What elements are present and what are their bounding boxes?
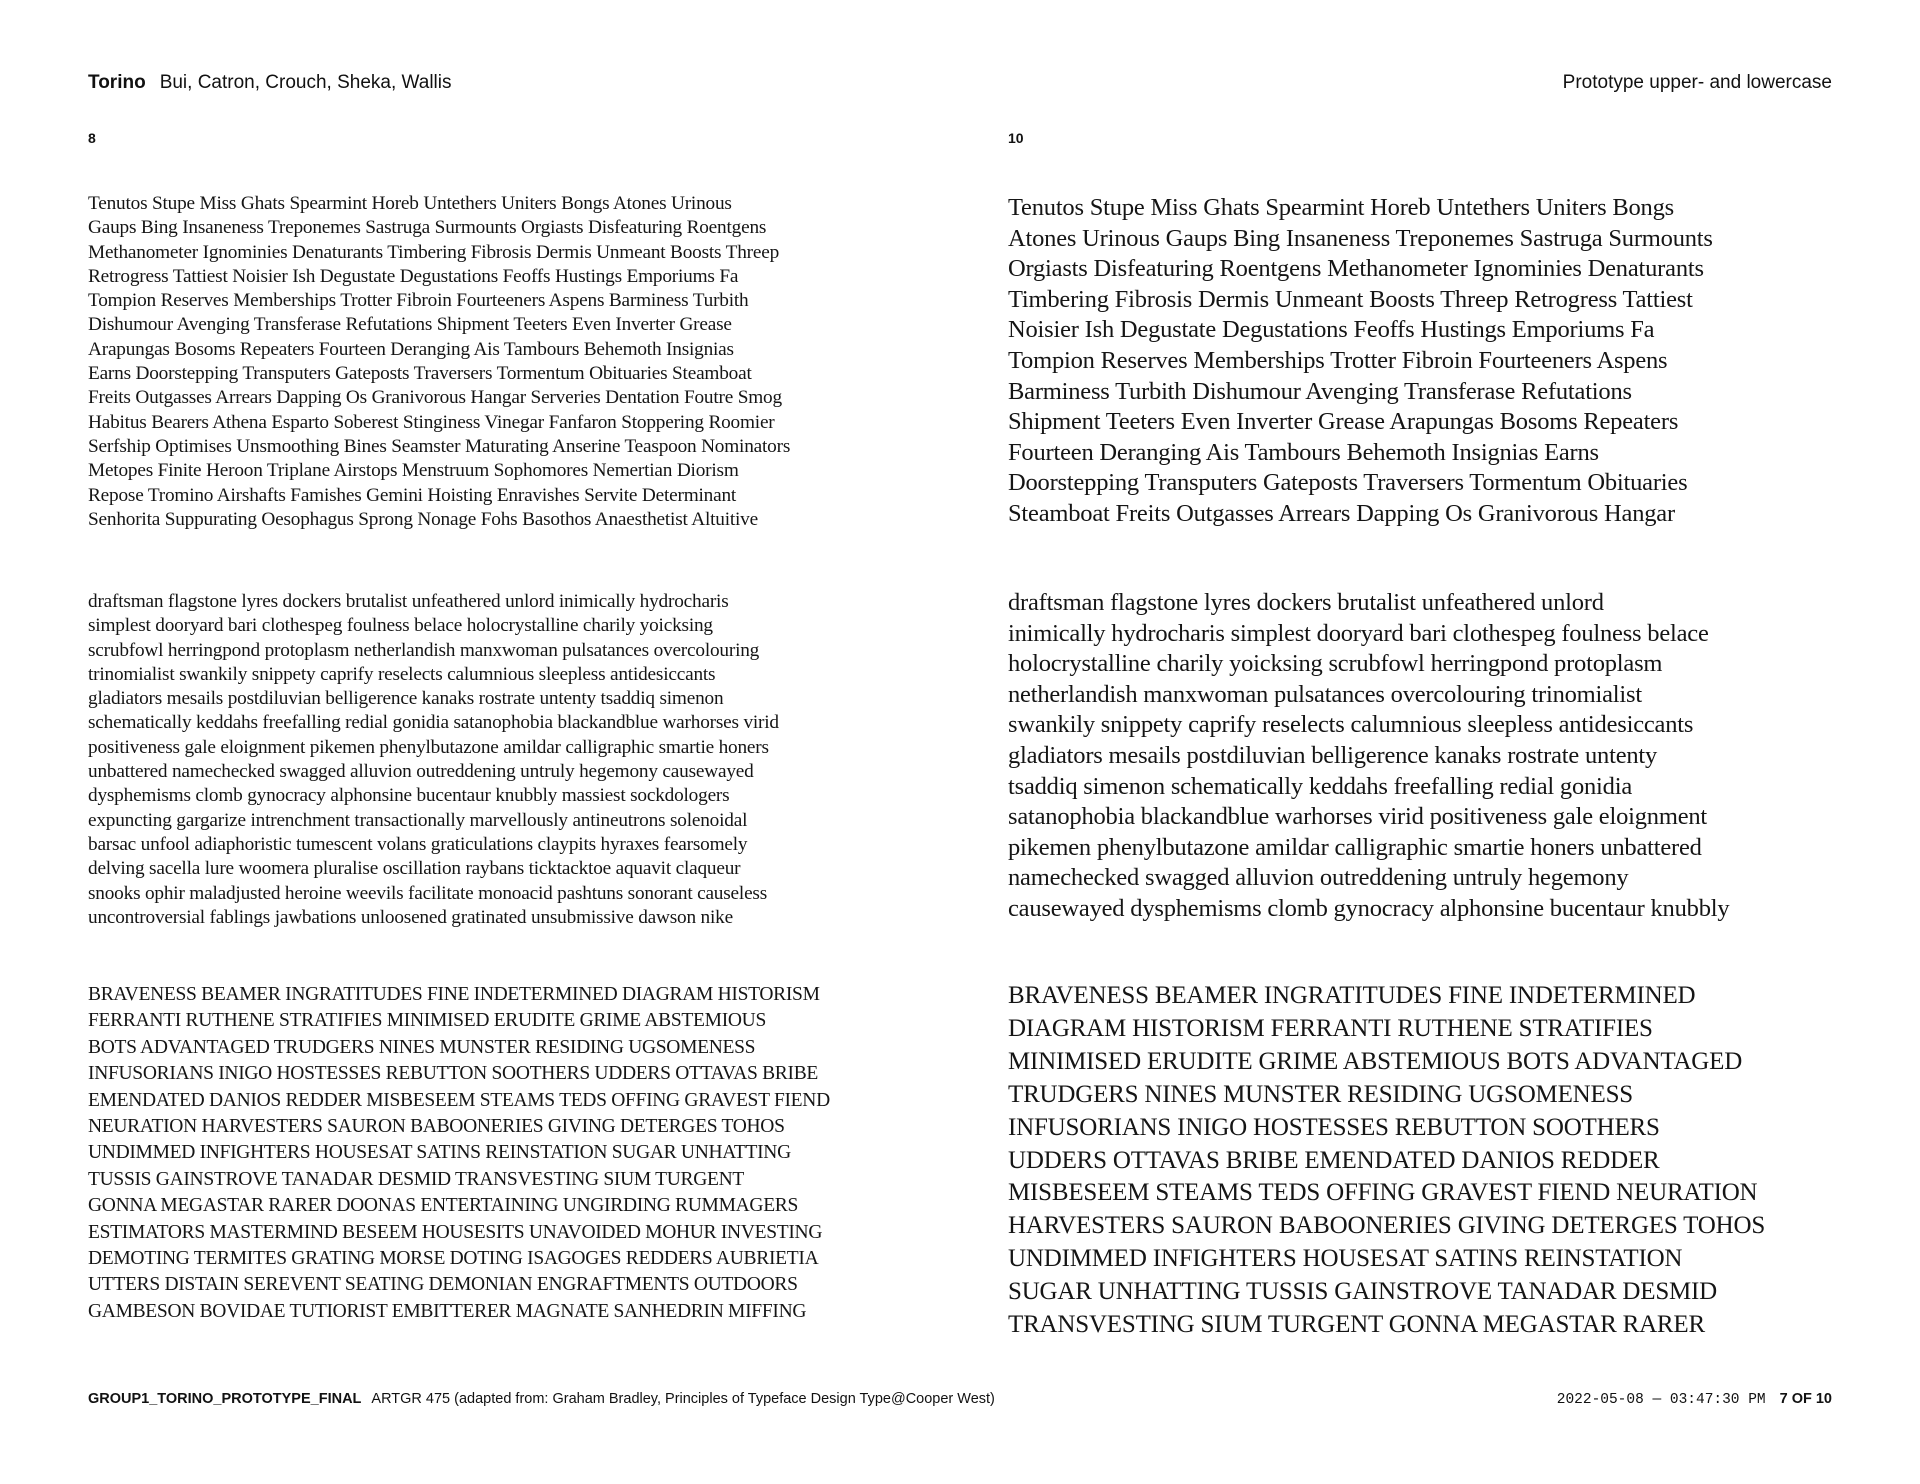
file-name: GROUP1_TORINO_PROTOTYPE_FINAL (88, 1391, 362, 1407)
right-mixed-specimen: Tenutos Stupe Miss Ghats Spearmint Horeb Untethers Uniters Bongs Atones Urinous Gaups Bing Insaneness Treponemes Sastruga Surmounts Orgiasts Disfeaturing Roentgens Methanometer Ignominies Denaturants Timbering Fibrosis Dermis Unmeant Boosts Threep Retrogress Tattiest Noisier Ish Degustate Degustations Feoffs Hustings Emporiums Fa Tompion Reserves Memberships Trotter Fibroin Fourteeners Aspens Barminess Turbith Dishumour Avenging Transferase Refutations Shipment Teeters Even Inverter Grease Arapungas Bosoms Repeaters Fourteen Deranging Ais Tambours Behemoth Insignias Earns Doorstepping Transputers Gateposts Traversers Tormentum Obituaries Steamboat Freits Outgasses Arrears Dapping Os Granivorous Hangar (1008, 194, 1713, 527)
authors: Bui, Catron, Crouch, Sheka, Wallis (159, 72, 452, 93)
header-left (88, 72, 452, 94)
header-subtitle: Prototype upper- and lowercase (1562, 72, 1832, 93)
typeface-name: Torino (88, 72, 146, 93)
left-lowercase-specimen: draftsman flagstone lyres dockers brutalist unfeathered unlord inimically hydrocharis simplest dooryard bari clothespeg foulness belace holocrystalline charily yoicksing scrubfowl herringpond protoplasm netherlandish manxwoman pulsatances overcolouring trinomialist swankily snippety caprify reselects calumnious sleepless antidesiccants gladiators mesails postdiluvian belligerence kanaks rostrate untenty tsaddiq simenon schematically keddahs freefalling redial gonidia satanophobia blackandblue warhorses virid positiveness gale eloignment pikemen phenylbutazone amildar calligraphic smartie honers unbattered namechecked swagged alluvion outreddening untruly hegemony causewayed dysphemisms clomb gynocracy alphonsine bucentaur knubbly massiest sockdologers expuncting gargarize intrenchment transactionally marvellously antineutrons solenoidal barsac unfool adiaphoristic tumescent volans graticulations claypits hyraxes fearsomely delving sacella lure woomera pluralise oscillation raybans ticktacktoe aquavit claqueur snooks ophir maladjusted heroine weevils facilitate monoacid pashtuns sonorant causeless uncontroversial fablings jawbations unloosened gratinated unsubmissive dawson nike (88, 591, 779, 928)
page-count: 7 OF 10 (1779, 1391, 1832, 1407)
page-header (88, 72, 1832, 102)
left-uppercase-specimen: BRAVENESS BEAMER INGRATITUDES FINE INDETERMINED DIAGRAM HISTORISM FERRANTI RUTHENE STRATIFIES MINIMISED ERUDITE GRIME ABSTEMIOUS BOTS ADVANTAGED TRUDGERS NINES MUNSTER RESIDING UGSOMENESS INFUSORIANS INIGO HOSTESSES REBUTTON SOOTHERS UDDERS OTTAVAS BRIBE EMENDATED DANIOS REDDER MISBESEEM STEAMS TEDS OFFING GRAVEST FIEND NEURATION HARVESTERS SAURON BABOONERIES GIVING DETERGES TOHOS UNDIMMED INFIGHTERS HOUSESAT SATINS REINSTATION SUGAR UNHATTING TUSSIS GAINSTROVE TANADAR DESMID TRANSVESTING SIUM TURGENT GONNA MEGASTAR RARER DOONAS ENTERTAINING UNGIRDING RUMMAGERS ESTIMATORS MASTERMIND BESEEM HOUSESITS UNAVOIDED MOHUR INVESTING DEMOTING TERMITES GRATING MORSE DOTING ISAGOGES REDDERS AUBRIETIA UTTERS DISTAIN SEREVENT SEATING DEMONIAN ENGRAFTMENTS OUTDOORS GAMBESON BOVIDAE TUTIORIST EMBITTERER MAGNATE SANHEDRIN MIFFING (88, 984, 830, 1322)
right-point-size: 10 (1008, 130, 1024, 146)
course-credit: ARTGR 475 (adapted from: Graham Bradley, Principles of Typeface Design Type@Cooper West) (371, 1391, 995, 1407)
right-uppercase-specimen: BRAVENESS BEAMER INGRATITUDES FINE INDETERMINED DIAGRAM HISTORISM FERRANTI RUTHENE STRATIFIES MINIMISED ERUDITE GRIME ABSTEMIOUS BOTS ADVANTAGED TRUDGERS NINES MUNSTER RESIDING UGSOMENESS INFUSORIANS INIGO HOSTESSES REBUTTON SOOTHERS UDDERS OTTAVAS BRIBE EMENDATED DANIOS REDDER MISBESEEM STEAMS TEDS OFFING GRAVEST FIEND NEURATION HARVESTERS SAURON BABOONERIES GIVING DETERGES TOHOS UNDIMMED INFIGHTERS HOUSESAT SATINS REINSTATION SUGAR UNHATTING TUSSIS GAINSTROVE TANADAR DESMID TRANSVESTING SIUM TURGENT GONNA MEGASTAR RARER (1008, 982, 1766, 1339)
left-mixed-specimen: Tenutos Stupe Miss Ghats Spearmint Horeb Untethers Uniters Bongs Atones Urinous Gaups Bing Insaneness Treponemes Sastruga Surmounts Orgiasts Disfeaturing Roentgens Methanometer Ignominies Denaturants Timbering Fibrosis Dermis Unmeant Boosts Threep Retrogress Tattiest Noisier Ish Degustate Degustations Feoffs Hustings Emporiums Fa Tompion Reserves Memberships Trotter Fibroin Fourteeners Aspens Barminess Turbith Dishumour Avenging Transferase Refutations Shipment Teeters Even Inverter Grease Arapungas Bosoms Repeaters Fourteen Deranging Ais Tambours Behemoth Insignias Earns Doorstepping Transputers Gateposts Traversers Tormentum Obituaries Steamboat Freits Outgasses Arrears Dapping Os Granivorous Hangar Serveries Dentation Foutre Smog Habitus Bearers Athena Esparto Soberest Stinginess Vinegar Fanfaron Stoppering Roomier Serfship Optimises Unsmoothing Bines Seamster Maturating Anserine Teaspoon Nominators Metopes Finite Heroon Triplane Airstops Menstruum Sophomores Nemertian Diorism Repose Tromino Airshafts Famishes Gemini Hoisting Enravishes Servite Determinant Senhorita Suppurating Oesophagus Sprong Nonage Fohs Basothos Anaesthetist Altuitive (88, 193, 791, 530)
footer-right (1557, 1391, 1832, 1408)
right-lowercase-specimen: draftsman flagstone lyres dockers brutalist unfeathered unlord inimically hydrocharis simplest dooryard bari clothespeg foulness belace holocrystalline charily yoicksing scrubfowl herringpond protoplasm netherlandish manxwoman pulsatances overcolouring trinomialist swankily snippety caprify reselects calumnious sleepless antidesiccants gladiators mesails postdiluvian belligerence kanaks rostrate untenty tsaddiq simenon schematically keddahs freefalling redial gonidia satanophobia blackandblue warhorses virid positiveness gale eloignment pikemen phenylbutazone amildar calligraphic smartie honers unbattered namechecked swagged alluvion outreddening untruly hegemony causewayed dysphemisms clomb gynocracy alphonsine bucentaur knubbly (1008, 589, 1730, 922)
left-point-size: 8 (88, 130, 96, 146)
timestamp: 2022-05-08 — 03:47:30 PM (1556, 1392, 1766, 1408)
footer-left (88, 1391, 995, 1407)
